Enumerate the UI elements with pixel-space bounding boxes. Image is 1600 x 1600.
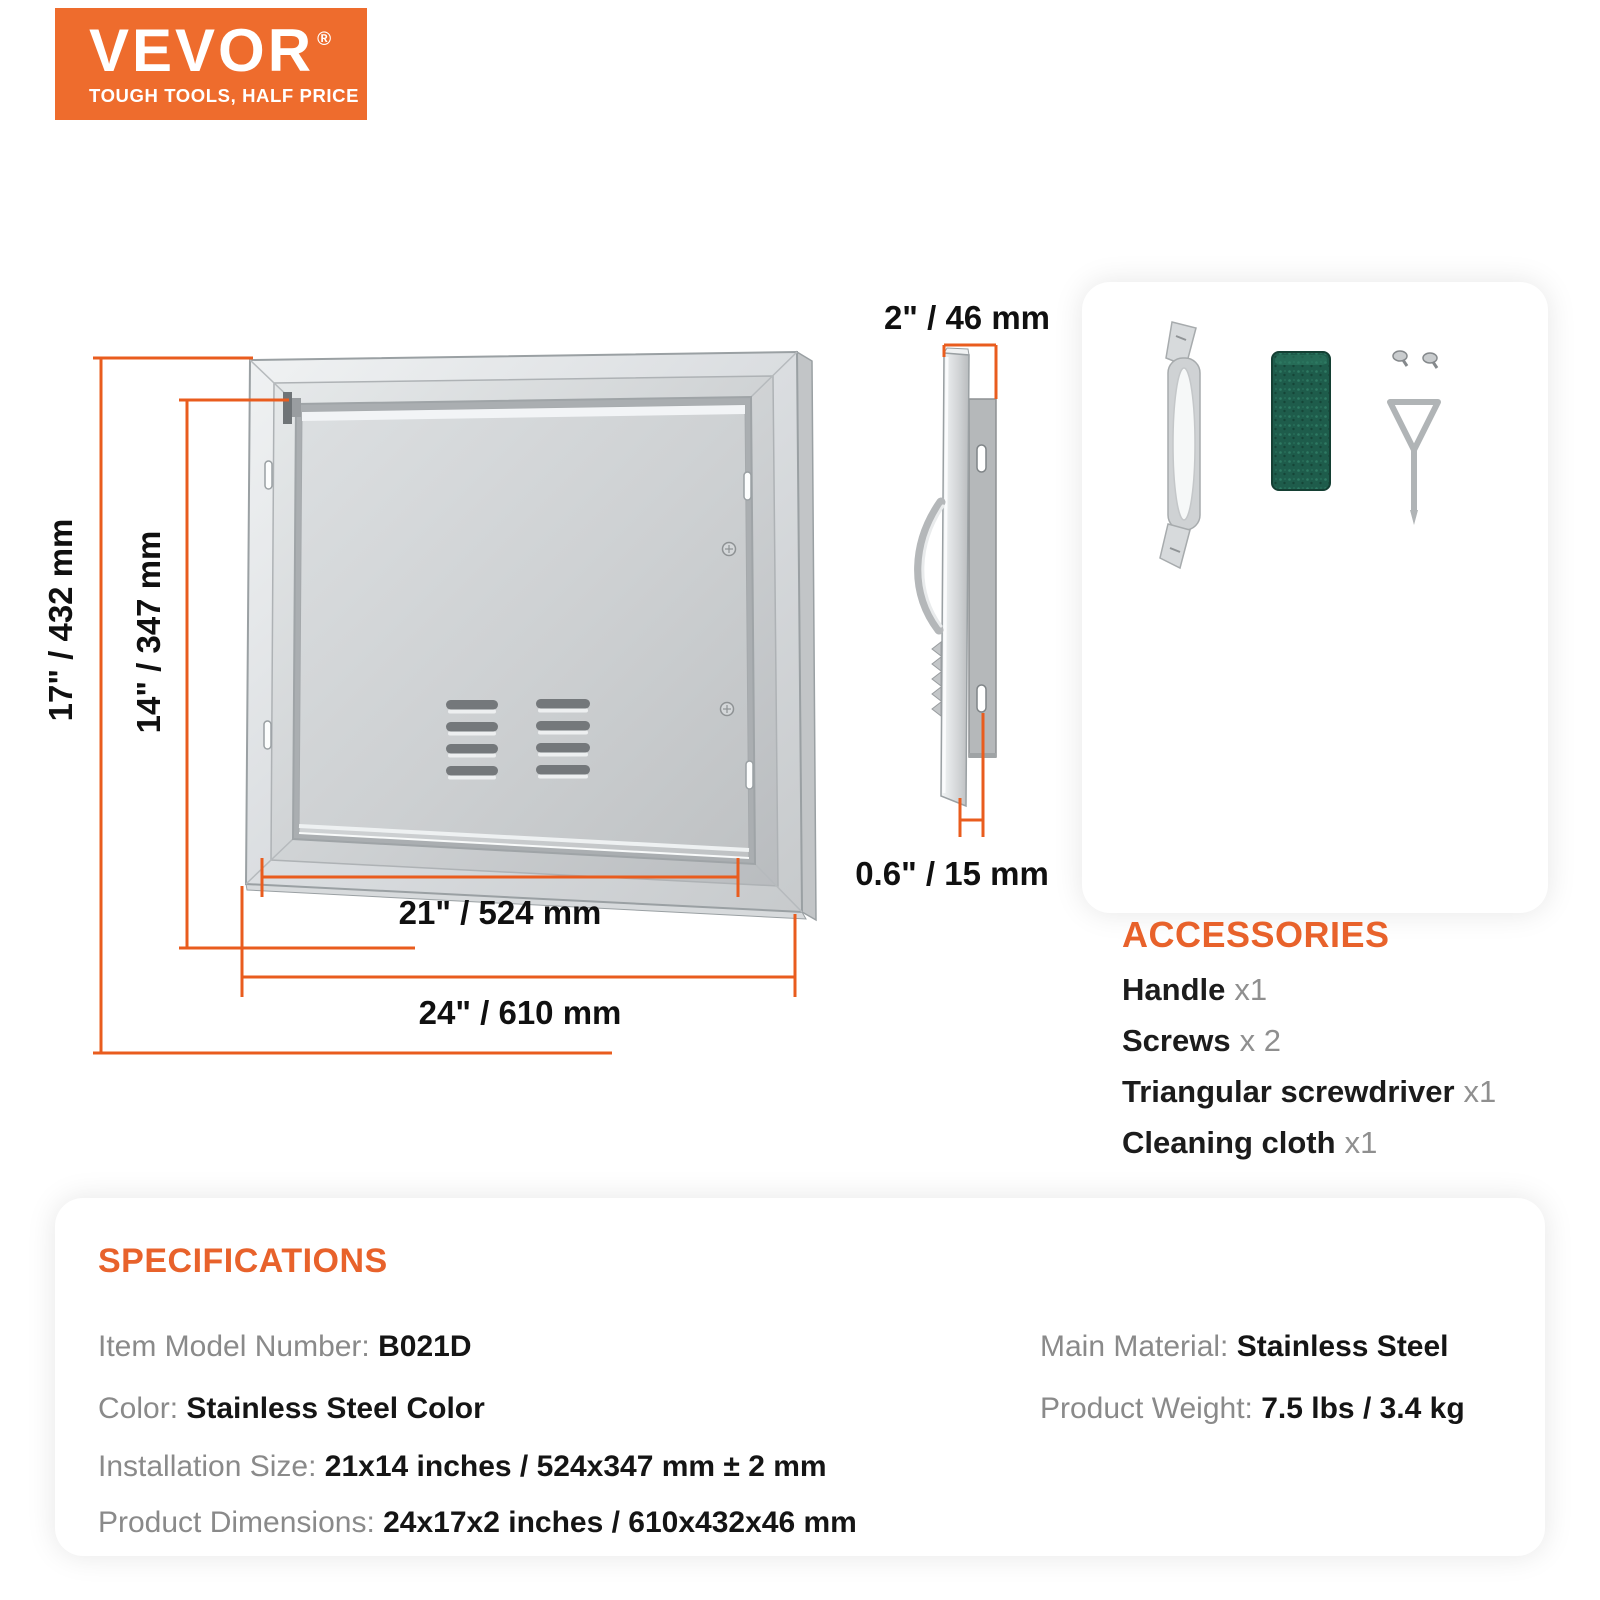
side-vent-serrations <box>932 642 941 716</box>
accessories-art <box>1082 282 1548 642</box>
accessory-item <box>1122 1066 1522 1117</box>
spec-label: Product Weight: <box>1040 1392 1262 1425</box>
brand-name: VEVOR <box>89 17 315 84</box>
spec-label: Installation Size: <box>98 1450 325 1483</box>
label-flange: 0.6" / 15 mm <box>855 855 1049 892</box>
accessory-name: Screws <box>1122 1023 1231 1058</box>
brand-tagline: TOUGH TOOLS, HALF PRICE <box>89 85 360 106</box>
spec-row-model <box>98 1330 471 1364</box>
spec-row-material <box>1040 1330 1449 1364</box>
spec-value: 21x14 inches / 524x347 mm ± 2 mm <box>324 1450 827 1483</box>
spec-label: Product Dimensions: <box>98 1506 384 1539</box>
accessory-name: Cleaning cloth <box>1122 1125 1336 1160</box>
accessory-qty: x1 <box>1463 1074 1497 1109</box>
spec-value: 7.5 lbs / 3.4 kg <box>1261 1392 1465 1425</box>
accessory-qty: x 2 <box>1239 1023 1281 1058</box>
spec-label: Main Material: <box>1040 1330 1237 1363</box>
spec-value: 24x17x2 inches / 610x432x46 mm <box>383 1506 857 1539</box>
spec-row-installation-size <box>98 1450 827 1484</box>
label-inner-width: 21" / 524 mm <box>398 894 602 931</box>
spec-value: B021D <box>378 1330 472 1363</box>
handle-image <box>1160 322 1200 568</box>
accessories-title: ACCESSORIES <box>1122 914 1390 955</box>
spec-label: Item Model Number: <box>98 1330 379 1363</box>
screws-image <box>1393 351 1437 368</box>
spec-row-product-dimensions <box>98 1506 857 1540</box>
accessories-list <box>1122 964 1522 1168</box>
label-depth: 2" / 46 mm <box>883 299 1051 336</box>
door-front-view <box>246 352 816 920</box>
spec-row-color <box>98 1392 485 1426</box>
specifications-title: SPECIFICATIONS <box>98 1242 388 1280</box>
spec-value: Stainless Steel <box>1236 1330 1449 1363</box>
registered-mark: ® <box>317 29 332 50</box>
accessory-name: Triangular screwdriver <box>1122 1074 1455 1109</box>
accessory-qty: x1 <box>1344 1125 1378 1160</box>
accessory-item <box>1122 964 1522 1015</box>
door-panel <box>299 405 749 858</box>
accessory-qty: x1 <box>1234 972 1268 1007</box>
accessories-card <box>1082 282 1548 1160</box>
cleaning-cloth-image <box>1272 352 1330 490</box>
spec-row-weight <box>1040 1392 1465 1426</box>
spec-value: Stainless Steel Color <box>186 1392 485 1425</box>
label-outer-height: 17" / 432 mm <box>42 518 79 722</box>
triangular-screwdriver-image <box>1390 402 1438 525</box>
label-inner-height: 14" / 347 mm <box>130 530 167 734</box>
label-outer-width: 24" / 610 mm <box>418 994 622 1031</box>
accessory-item <box>1122 1015 1522 1066</box>
spec-label: Color: <box>98 1392 187 1425</box>
accessory-item <box>1122 1117 1522 1168</box>
accessory-name: Handle <box>1122 972 1226 1007</box>
